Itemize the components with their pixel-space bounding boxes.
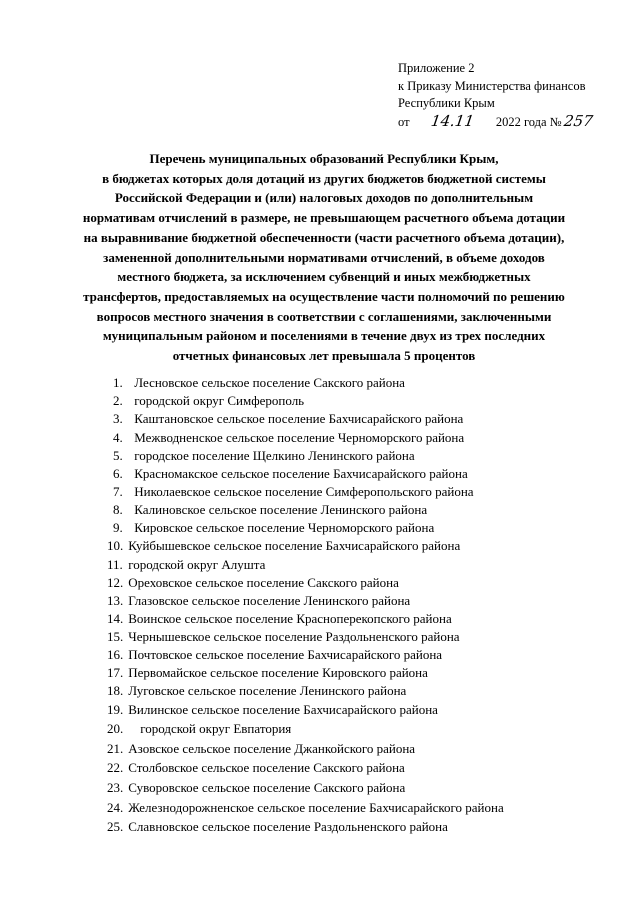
from-label: от: [398, 114, 410, 129]
list-item-number: 25.: [107, 819, 124, 834]
annex-order-ref: к Приказу Министерства финансов: [398, 78, 586, 93]
list-item-number: 16.: [107, 647, 124, 662]
list-item-number: 9.: [113, 520, 123, 535]
list-item: [107, 682, 406, 700]
title-line: вопросов местного значения в соответствии с соглашениями, заключенными: [96, 308, 552, 324]
list-item-number: 12.: [107, 575, 124, 590]
list-item: [113, 392, 304, 410]
list-item-number: 18.: [107, 683, 124, 698]
annex-date-line: [398, 113, 592, 132]
list-item: [107, 628, 460, 646]
list-item: [107, 574, 399, 592]
list-item: [113, 501, 427, 519]
list-item: [107, 664, 428, 682]
list-item-text: Славновское сельское поселение Раздольненского района: [128, 819, 448, 834]
title-line: Российской Федерации и (или) налоговых доходов по дополнительным: [114, 190, 534, 206]
annex-republic: Республики Крым: [398, 96, 495, 110]
list-item: [113, 465, 468, 483]
list-item-number: 20.: [107, 721, 124, 736]
list-item: [113, 429, 464, 447]
list-item-number: 4.: [113, 430, 123, 445]
list-item-number: 15.: [107, 629, 124, 644]
list-item-text: Лесновское сельское поселение Сакского района: [134, 375, 405, 390]
list-item-number: 13.: [107, 593, 124, 608]
list-item-text: городской округ Евпатория: [140, 721, 292, 736]
list-item-number: 2.: [113, 393, 123, 408]
list-item: [107, 779, 405, 797]
list-item-text: Калиновское сельское поселение Ленинского района: [134, 502, 428, 517]
title-line: отчетных финансовых лет превышала 5 процентов: [172, 348, 476, 364]
list-item-text: Воинское сельское поселение Красноперекопского района: [128, 611, 452, 626]
list-item: [107, 799, 504, 817]
list-item-number: 8.: [113, 502, 123, 517]
list-item-number: 23.: [107, 780, 124, 795]
list-item-text: Суворовское сельское поселение Сакского района: [128, 780, 406, 795]
list-item-text: Почтовское сельское поселение Бахчисарайского района: [128, 647, 443, 662]
list-item-text: Первомайское сельское поселение Кировского района: [128, 665, 428, 680]
list-item-text: Ореховское сельское поселение Сакского района: [128, 575, 399, 590]
list-item-text: городской округ Алушта: [128, 557, 266, 572]
list-item-number: 1.: [113, 375, 123, 390]
list-item: [107, 740, 415, 758]
list-item-number: 24.: [107, 800, 124, 815]
list-item-number: 22.: [107, 760, 124, 775]
list-item-text: Каштановское сельское поселение Бахчисарайского района: [134, 411, 464, 426]
title-line: на выравнивание бюджетной обеспеченности (части расчетного объема дотации),: [83, 229, 565, 245]
list-item: [107, 646, 442, 664]
list-item-text: Красномакское сельское поселение Бахчисарайского района: [134, 466, 468, 481]
list-item: [107, 720, 291, 738]
list-item-number: 21.: [107, 741, 124, 756]
handwritten-date: 14.11: [430, 111, 476, 130]
list-item-text: Николаевское сельское поселение Симферопольского района: [134, 484, 474, 499]
year-label: 2022 года №: [495, 114, 562, 129]
title-line: муниципальным районом и поселениями в течение двух из трех последних: [102, 328, 546, 344]
list-item-number: 17.: [107, 665, 124, 680]
title-line: нормативам отчислений в размере, не превышающем расчетного объема дотации: [82, 210, 566, 226]
list-item: [107, 537, 460, 555]
list-item-text: Чернышевское сельское поселение Раздольненского района: [128, 629, 460, 644]
list-item-number: 7.: [113, 484, 123, 499]
list-item-text: Вилинское сельское поселение Бахчисарайского района: [128, 702, 438, 717]
list-item-text: городское поселение Щелкино Ленинского района: [134, 448, 415, 463]
list-item-text: Луговское сельское поселение Ленинского района: [128, 683, 407, 698]
title-line: Перечень муниципальных образований Республики Крым,: [149, 151, 499, 166]
list-item: [113, 447, 415, 465]
list-item: [113, 410, 463, 428]
list-item: [113, 483, 474, 501]
handwritten-number: 257: [562, 111, 594, 130]
list-item-number: 19.: [107, 702, 124, 717]
list-item-text: Азовское сельское поселение Джанкойского района: [128, 741, 416, 756]
list-item-text: городской округ Симферополь: [134, 393, 305, 408]
annex-header: [398, 60, 592, 131]
list-item: [107, 759, 405, 777]
list-item-number: 6.: [113, 466, 123, 481]
title-line: в бюджетах которых доля дотаций из других бюджетов бюджетной системы: [102, 170, 546, 186]
list-item-text: Столбовское сельское поселение Сакского района: [128, 760, 405, 775]
document-title: [64, 149, 584, 366]
title-line: трансфертов, предоставляемых на осуществление части полномочий по решению: [83, 288, 565, 304]
list-item-text: Железнодорожненское сельское поселение Бахчисарайского района: [128, 800, 504, 815]
list-item-text: Межводненское сельское поселение Черноморского района: [134, 430, 465, 445]
title-line: замененной дополнительными нормативами отчислений, в объеме доходов: [103, 249, 545, 265]
annex-title: Приложение 2: [398, 61, 475, 75]
list-item-text: Глазовское сельское поселение Ленинского района: [128, 593, 411, 608]
list-item: [113, 374, 405, 392]
list-item: [107, 701, 438, 719]
list-item: [107, 610, 452, 628]
list-item-text: Куйбышевское сельское поселение Бахчисарайского района: [128, 538, 461, 553]
list-item-text: Кировское сельское поселение Черноморского района: [134, 520, 435, 535]
title-line: местного бюджета, за исключением субвенций и иных межбюджетных: [117, 269, 531, 285]
list-item-number: 11.: [107, 557, 123, 572]
list-item: [107, 592, 410, 610]
list-item-number: 14.: [107, 611, 124, 626]
list-item-number: 3.: [113, 411, 123, 426]
list-item-number: 10.: [107, 538, 124, 553]
list-item-number: 5.: [113, 448, 123, 463]
list-item: [113, 519, 434, 537]
list-item: [107, 556, 265, 574]
list-item: [107, 818, 448, 836]
